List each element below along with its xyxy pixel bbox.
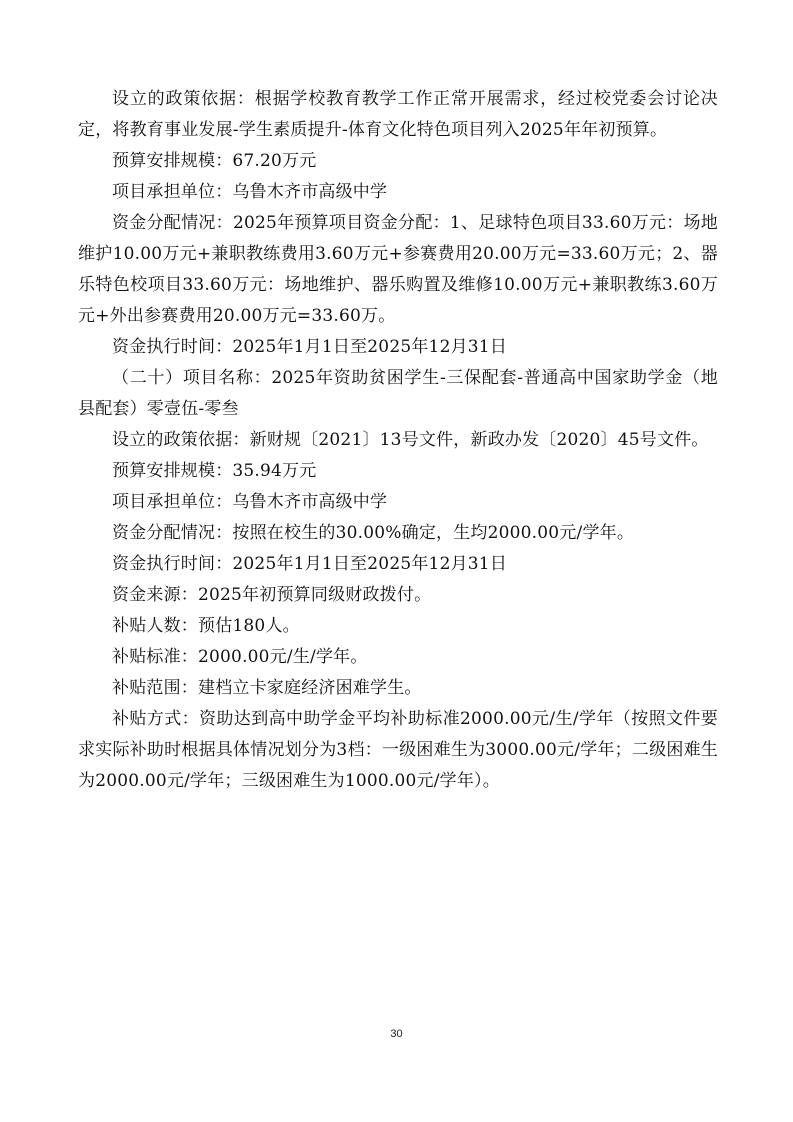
responsible-unit-1: 项目承担单位：乌鲁木齐市高级中学 [112,182,388,202]
project-title-20: （二十）项目名称：2025年资助贫困学生-三保配套-普通高中国家助学金（地县配套）零壹伍-零叁 [78,368,718,419]
document-body [78,84,718,797]
execution-time-1: 资金执行时间：2025年1月1日至2025年12月31日 [112,337,508,357]
subsidy-scope: 补贴范围：建档立卡家庭经济困难学生。 [112,678,422,698]
budget-scale-2: 预算安排规模：35.94万元 [112,461,317,481]
budget-scale-1: 预算安排规模：67.20万元 [112,151,317,171]
fund-allocation-1: 资金分配情况：2025年预算项目资金分配：1、足球特色项目33.60万元：场地维护10.00万元+兼职教练费用3.60万元+参赛费用20.00万元=33.60万元；2、器乐特色校项目33.60万元：场地维护、器乐购置及维修10.00万元+兼职教练3.60万元+外出参赛费用20.00万元=33.60万。 [78,213,718,326]
execution-time-2: 资金执行时间：2025年1月1日至2025年12月31日 [112,554,508,574]
responsible-unit-2: 项目承担单位：乌鲁木齐市高级中学 [112,492,388,512]
policy-basis-paragraph-1: 设立的政策依据：根据学校教育教学工作正常开展需求，经过校党委会讨论决定，将教育事业发展-学生素质提升-体育文化特色项目列入2025年年初预算。 [78,89,718,140]
fund-allocation-2: 资金分配情况：按照在校生的30.00%确定，生均2000.00元/学年。 [112,523,635,543]
subsidy-count: 补贴人数：预估180人。 [112,616,300,636]
page-number: 30 [390,1028,403,1040]
policy-basis-paragraph-2: 设立的政策依据：新财规〔2021〕13号文件，新政办发〔2020〕45号文件。 [112,430,709,450]
fund-source: 资金来源：2025年初预算同级财政拨付。 [112,585,432,605]
subsidy-method: 补贴方式：资助达到高中助学金平均补助标准2000.00元/生/学年（按照文件要求实际补助时根据具体情况划分为3档：一级困难生为3000.00元/学年；二级困难生为2000.00元/学年；三级困难生为1000.00元/学年）。 [78,709,718,791]
subsidy-standard: 补贴标准：2000.00元/生/学年。 [112,647,368,667]
